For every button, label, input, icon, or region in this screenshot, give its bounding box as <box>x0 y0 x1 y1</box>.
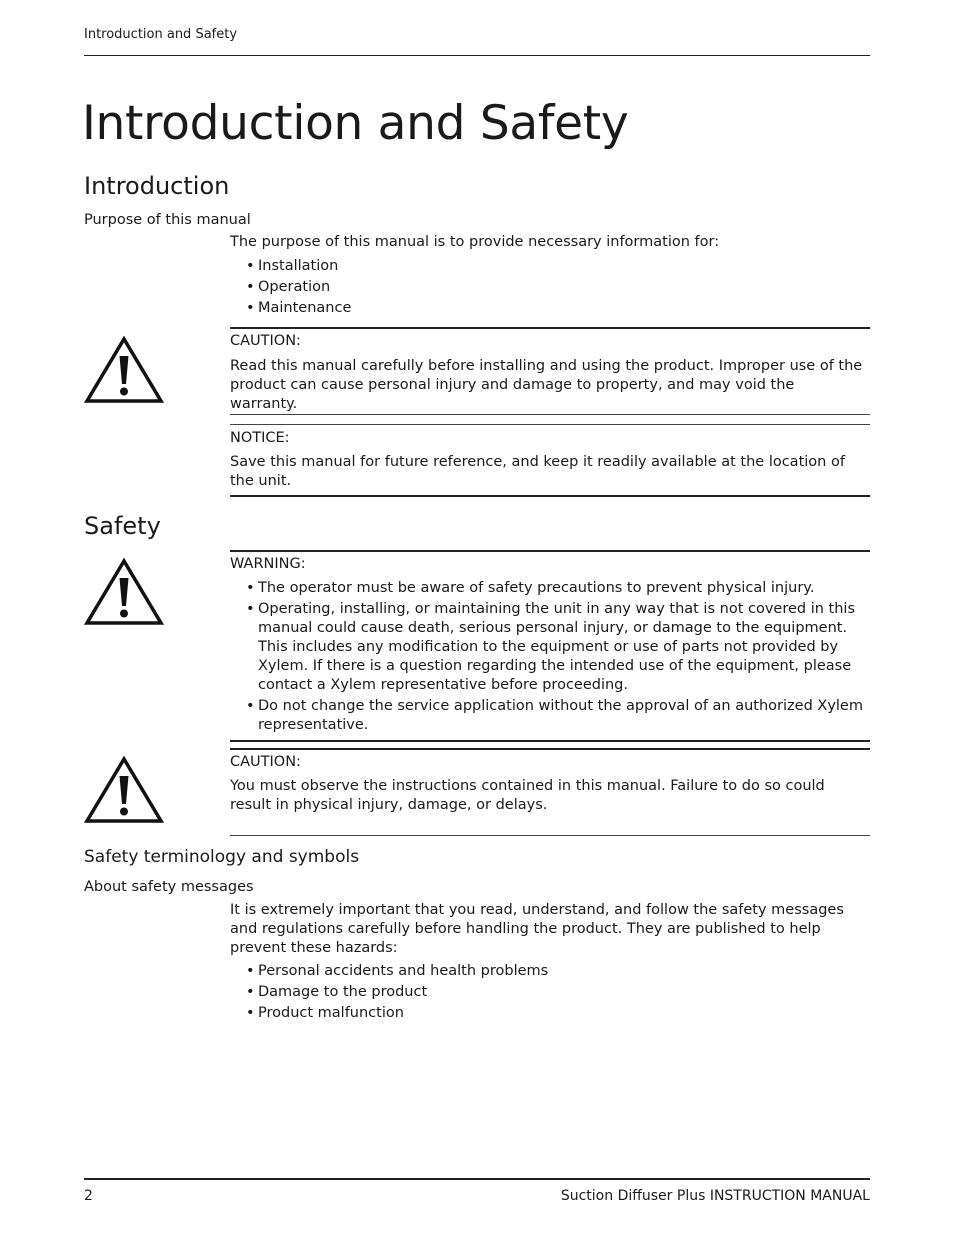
caution-top-rule <box>230 748 870 750</box>
notice-bottom-rule <box>230 495 870 497</box>
hazard-list <box>246 962 868 1025</box>
caution-text: Read this manual carefully before installing and using the product. Improper use of the product can cause personal injury and damage to property, and may void the warranty. <box>230 358 863 412</box>
notice-label: NOTICE: <box>230 430 290 446</box>
manual-title: Suction Diffuser Plus INSTRUCTION MANUAL <box>560 1188 870 1204</box>
page-title: Introduction and Safety <box>82 96 629 151</box>
introduction-heading: Introduction <box>84 172 230 200</box>
about-text: It is extremely important that you read, understand, and follow the safety messages and regulations carefully before handling the product. They are published to help prevent these hazards: <box>230 902 844 956</box>
safety-heading: Safety <box>84 512 161 540</box>
list-item: • Product malfunction <box>246 1004 868 1023</box>
list-item: • Operating, installing, or maintaining the unit in any way that is not covered in this manual could cause death, serious personal injury, or damage to the equipment. This includes any modification to the equipment or use of parts not provided by Xylem. If there is a question regarding the intended use of the equipment, please contact a Xylem representative before proceeding. <box>246 600 868 695</box>
list-item: • Maintenance <box>246 299 868 318</box>
caution-bottom-rule <box>230 414 870 415</box>
list-item: • Personal accidents and health problems <box>246 962 868 981</box>
purpose-heading: Purpose of this manual <box>84 212 251 228</box>
caution-top-rule <box>230 327 870 329</box>
warning-triangle-icon <box>84 336 164 404</box>
purpose-list <box>246 257 868 320</box>
caution-label: CAUTION: <box>230 333 301 349</box>
warning-top-rule <box>230 550 870 552</box>
about-heading: About safety messages <box>84 879 254 895</box>
caution-text: You must observe the instructions contained in this manual. Failure to do so could result in physical injury, damage, or delays. <box>230 778 825 813</box>
caution-bottom-rule <box>230 835 870 836</box>
list-item: • Damage to the product <box>246 983 868 1002</box>
list-item: • Operation <box>246 278 868 297</box>
purpose-text: The purpose of this manual is to provide necessary information for: <box>230 234 720 250</box>
running-header: Introduction and Safety <box>84 27 238 42</box>
warning-label: WARNING: <box>230 556 306 572</box>
warning-bottom-rule <box>230 740 870 742</box>
caution-label: CAUTION: <box>230 754 301 770</box>
warning-triangle-icon <box>84 756 164 824</box>
list-item: • Installation <box>246 257 868 276</box>
header-rule <box>84 55 870 56</box>
notice-top-rule <box>230 424 870 425</box>
page-number: 2 <box>84 1188 93 1204</box>
footer-rule <box>84 1178 870 1180</box>
warning-list <box>246 579 868 737</box>
warning-triangle-icon <box>84 558 164 626</box>
list-item: • The operator must be aware of safety precautions to prevent physical injury. <box>246 579 868 598</box>
notice-text: Save this manual for future reference, and keep it readily available at the location of the unit. <box>230 454 845 489</box>
terminology-heading: Safety terminology and symbols <box>84 847 360 867</box>
list-item: • Do not change the service application without the approval of an authorized Xylem representative. <box>246 697 868 735</box>
